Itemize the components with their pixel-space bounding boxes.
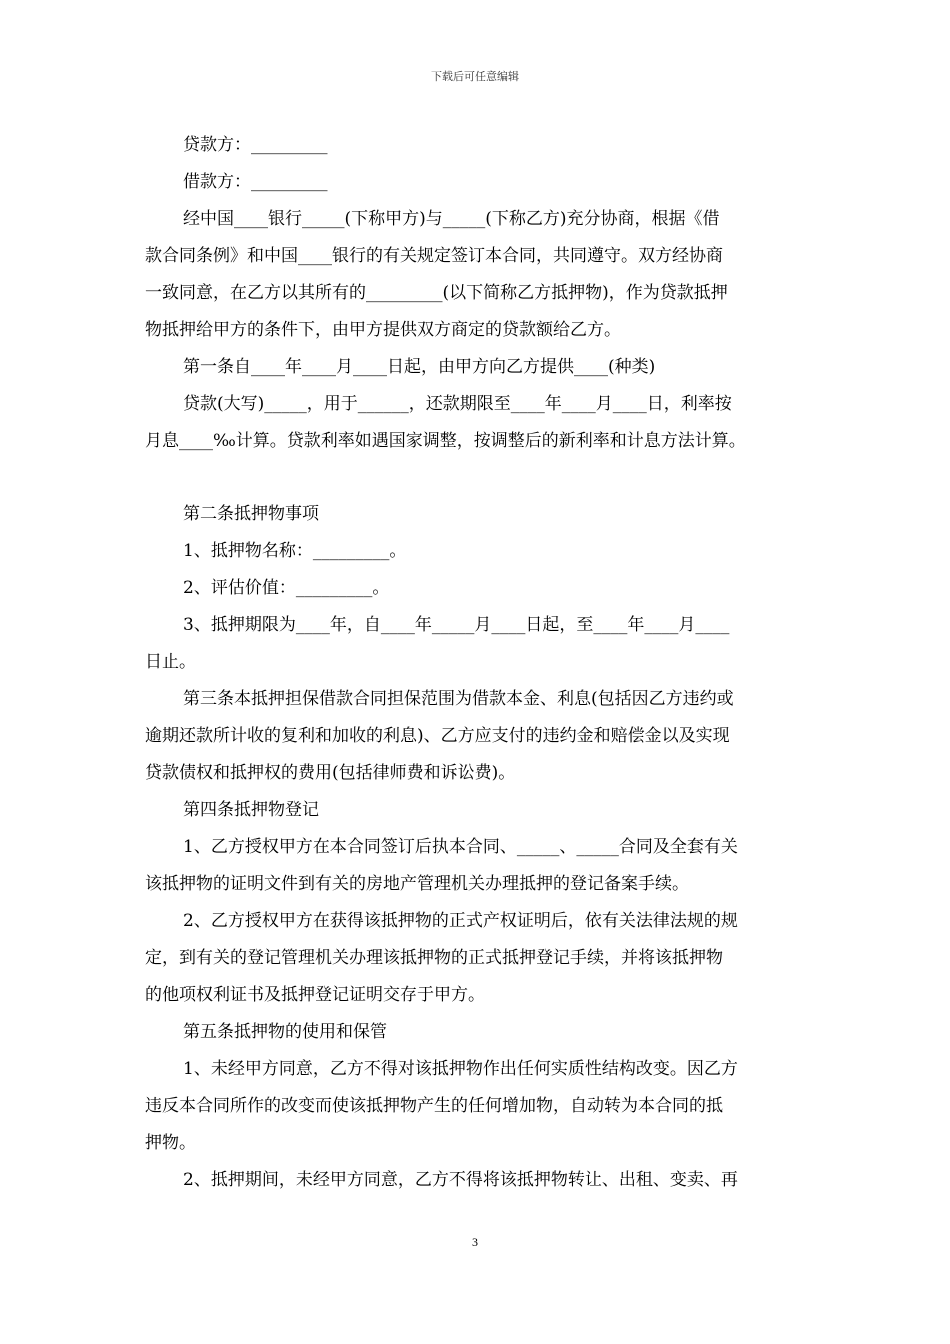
- article-2-item: 2、评估价值：_________。: [183, 578, 390, 598]
- article-4-item: 定，到有关的登记管理机关办理该抵押物的正式抵押登记手续，并将该抵押物: [145, 948, 723, 968]
- article-5-item: 1、未经甲方同意，乙方不得对该抵押物作出任何实质性结构改变。因乙方: [183, 1059, 738, 1079]
- article-5-item: 违反本合同所作的改变而使该抵押物产生的任何增加物，自动转为本合同的抵: [145, 1096, 723, 1116]
- preamble-line: 一致同意，在乙方以其所有的_________(以下简称乙方抵押物)，作为贷款抵押: [145, 283, 728, 303]
- lender-line: 贷款方：_________: [183, 135, 328, 155]
- article-1-line: 第一条自____年____月____日起，由甲方向乙方提供____(种类): [183, 357, 656, 377]
- preamble-line: 物抵押给甲方的条件下，由甲方提供双方商定的贷款额给乙方。: [145, 320, 621, 340]
- article-5-heading: 第五条抵押物的使用和保管: [183, 1022, 387, 1042]
- preamble-line: 款合同条例》和中国____银行的有关规定签订本合同，共同遵守。双方经协商: [145, 246, 723, 266]
- article-2-item: 日止。: [145, 652, 196, 672]
- article-4-item: 1、乙方授权甲方在本合同签订后执本合同、_____、_____合同及全套有关: [183, 837, 738, 857]
- article-4-item: 该抵押物的证明文件到有关的房地产管理机关办理抵押的登记备案手续。: [145, 874, 689, 894]
- article-4-heading: 第四条抵押物登记: [183, 800, 319, 820]
- article-5-item: 押物。: [145, 1133, 196, 1153]
- article-1-line: 月息____‰计算。贷款利率如遇国家调整，按调整后的新利率和计息方法计算。: [145, 431, 746, 451]
- article-2-heading: 第二条抵押物事项: [183, 504, 319, 524]
- article-3-line: 第三条本抵押担保借款合同担保范围为借款本金、利息(包括因乙方违约或: [183, 689, 734, 709]
- article-2-item: 1、抵押物名称：_________。: [183, 541, 407, 561]
- article-5-item: 2、抵押期间，未经甲方同意，乙方不得将该抵押物转让、出租、变卖、再: [183, 1170, 738, 1190]
- document-body: [145, 127, 817, 1199]
- article-3-line: 贷款债权和抵押权的费用(包括律师费和诉讼费)。: [145, 763, 516, 783]
- page-header: 下载后可任意编辑: [431, 70, 519, 83]
- preamble-line: 经中国____银行_____(下称甲方)与_____(下称乙方)充分协商，根据《借: [183, 209, 720, 229]
- article-2-item: 3、抵押期限为____年，自____年_____月____日起，至____年____月____: [183, 615, 730, 635]
- borrower-line: 借款方：_________: [183, 172, 328, 192]
- blank-line: [145, 460, 817, 496]
- article-3-line: 逾期还款所计收的复利和加收的利息)、乙方应支付的违约金和赔偿金以及实现: [145, 726, 730, 746]
- article-4-item: 2、乙方授权甲方在获得该抵押物的正式产权证明后，依有关法律法规的规: [183, 911, 738, 931]
- article-4-item: 的他项权利证书及抵押登记证明交存于甲方。: [145, 985, 485, 1005]
- page-number: 3: [472, 1235, 478, 1249]
- article-1-line: 贷款(大写)_____，用于______，还款期限至____年____月____日，利率按: [183, 394, 732, 414]
